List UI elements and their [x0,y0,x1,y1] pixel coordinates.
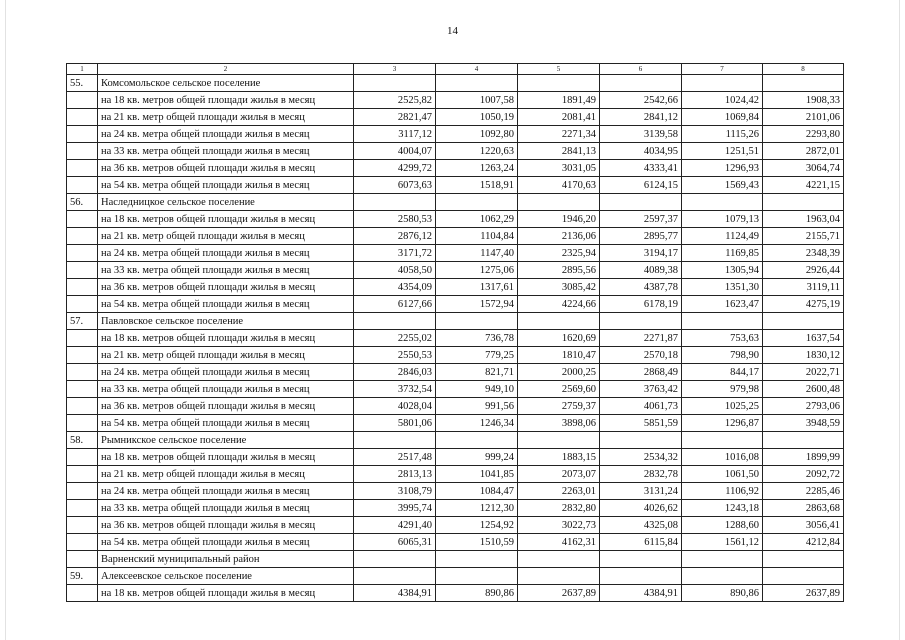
area-label: на 54 кв. метра общей площади жилья в месяц [98,415,354,432]
value-col-8: 4221,15 [763,177,844,194]
empty-cell [518,568,600,585]
value-col-8: 1963,04 [763,211,844,228]
value-col-3: 2580,53 [354,211,436,228]
value-col-6: 6124,15 [600,177,682,194]
value-col-8: 2348,39 [763,245,844,262]
area-label: на 18 кв. метров общей площади жилья в месяц [98,211,354,228]
data-row [67,347,844,364]
section-number: 56. [67,194,98,211]
empty-cell [600,432,682,449]
data-row [67,398,844,415]
empty-cell [354,313,436,330]
area-label: на 18 кв. метров общей площади жилья в месяц [98,330,354,347]
value-col-6: 4089,38 [600,262,682,279]
value-col-8: 3064,74 [763,160,844,177]
value-col-8: 2293,80 [763,126,844,143]
value-col-4: 991,56 [436,398,518,415]
value-col-8: 2155,71 [763,228,844,245]
value-col-8: 3948,59 [763,415,844,432]
value-col-7: 753,63 [682,330,763,347]
empty-cell [354,568,436,585]
value-col-4: 736,78 [436,330,518,347]
area-label: на 18 кв. метров общей площади жилья в месяц [98,449,354,466]
value-col-8: 2101,06 [763,109,844,126]
value-col-3: 4291,40 [354,517,436,534]
value-col-5: 2759,37 [518,398,600,415]
value-col-3: 3732,54 [354,381,436,398]
column-number-4: 4 [436,64,518,75]
value-col-3: 4004,07 [354,143,436,160]
value-col-4: 890,86 [436,585,518,602]
area-label: на 33 кв. метра общей площади жилья в месяц [98,262,354,279]
value-col-7: 1296,93 [682,160,763,177]
empty-cell [354,194,436,211]
value-col-4: 1212,30 [436,500,518,517]
empty-cell [682,568,763,585]
data-row [67,177,844,194]
value-col-3: 2846,03 [354,364,436,381]
empty-number-cell [67,364,98,381]
data-row [67,415,844,432]
empty-cell [518,75,600,92]
value-col-4: 1220,63 [436,143,518,160]
value-col-4: 1062,29 [436,211,518,228]
value-col-3: 4354,09 [354,279,436,296]
data-row [67,143,844,160]
empty-number-cell [67,517,98,534]
data-row [67,279,844,296]
value-col-6: 4061,73 [600,398,682,415]
value-col-7: 1251,51 [682,143,763,160]
section-row [67,551,844,568]
data-row [67,517,844,534]
empty-cell [682,75,763,92]
value-col-4: 1084,47 [436,483,518,500]
data-row [67,483,844,500]
value-col-7: 1025,25 [682,398,763,415]
column-number-1: 1 [67,64,98,75]
empty-cell [354,551,436,568]
area-label: на 21 кв. метр общей площади жилья в месяц [98,109,354,126]
empty-number-cell [67,262,98,279]
value-col-5: 2895,56 [518,262,600,279]
section-number: 57. [67,313,98,330]
value-col-3: 6127,66 [354,296,436,313]
value-col-8: 1908,33 [763,92,844,109]
value-col-7: 1243,18 [682,500,763,517]
empty-number-cell [67,228,98,245]
value-col-3: 2876,12 [354,228,436,245]
value-col-8: 2793,06 [763,398,844,415]
value-col-6: 2895,77 [600,228,682,245]
value-col-5: 2081,41 [518,109,600,126]
value-col-7: 798,90 [682,347,763,364]
value-col-8: 2285,46 [763,483,844,500]
empty-cell [436,568,518,585]
value-col-7: 1288,60 [682,517,763,534]
empty-cell [763,75,844,92]
section-number [67,551,98,568]
value-col-4: 1317,61 [436,279,518,296]
value-col-7: 844,17 [682,364,763,381]
value-col-5: 2136,06 [518,228,600,245]
value-col-8: 1830,12 [763,347,844,364]
empty-cell [518,432,600,449]
empty-number-cell [67,330,98,347]
value-col-3: 2821,47 [354,109,436,126]
value-col-5: 2569,60 [518,381,600,398]
value-col-8: 2022,71 [763,364,844,381]
empty-cell [763,194,844,211]
scan-edge-left [5,0,6,640]
empty-cell [600,568,682,585]
tariff-table [66,63,844,602]
value-col-3: 6065,31 [354,534,436,551]
area-label: на 36 кв. метров общей площади жилья в месяц [98,279,354,296]
value-col-4: 821,71 [436,364,518,381]
data-row [67,126,844,143]
value-col-5: 2271,34 [518,126,600,143]
section-row [67,313,844,330]
value-col-5: 2263,01 [518,483,600,500]
section-number: 55. [67,75,98,92]
area-label: на 33 кв. метра общей площади жилья в месяц [98,500,354,517]
value-col-6: 3194,17 [600,245,682,262]
value-col-4: 1041,85 [436,466,518,483]
data-row [67,330,844,347]
area-label: на 24 кв. метра общей площади жилья в месяц [98,126,354,143]
empty-number-cell [67,449,98,466]
empty-cell [763,568,844,585]
column-number-5: 5 [518,64,600,75]
area-label: на 21 кв. метр общей площади жилья в месяц [98,466,354,483]
value-col-6: 4026,62 [600,500,682,517]
section-title: Наследницкое сельское поселение [98,194,354,211]
area-label: на 54 кв. метра общей площади жилья в месяц [98,296,354,313]
value-col-8: 2092,72 [763,466,844,483]
value-col-7: 1016,08 [682,449,763,466]
empty-cell [600,313,682,330]
page-number: 14 [447,25,458,37]
value-col-7: 1024,42 [682,92,763,109]
empty-cell [354,75,436,92]
value-col-5: 1891,49 [518,92,600,109]
empty-cell [600,75,682,92]
section-title: Комсомольское сельское поселение [98,75,354,92]
empty-cell [436,194,518,211]
empty-cell [763,432,844,449]
data-row [67,381,844,398]
value-col-6: 4325,08 [600,517,682,534]
value-col-6: 4384,91 [600,585,682,602]
data-row [67,534,844,551]
column-number-3: 3 [354,64,436,75]
empty-number-cell [67,143,98,160]
empty-cell [682,432,763,449]
value-col-6: 4387,78 [600,279,682,296]
section-row [67,568,844,585]
area-label: на 18 кв. метров общей площади жилья в месяц [98,585,354,602]
empty-number-cell [67,585,98,602]
value-col-3: 2255,02 [354,330,436,347]
value-col-5: 4162,31 [518,534,600,551]
value-col-6: 4034,95 [600,143,682,160]
value-col-7: 1569,43 [682,177,763,194]
scan-edge-right [899,0,900,640]
area-label: на 33 кв. метра общей площади жилья в месяц [98,143,354,160]
empty-number-cell [67,245,98,262]
empty-number-cell [67,483,98,500]
data-row [67,364,844,381]
empty-cell [682,313,763,330]
empty-number-cell [67,381,98,398]
value-col-4: 1254,92 [436,517,518,534]
value-col-6: 6115,84 [600,534,682,551]
empty-number-cell [67,211,98,228]
value-col-4: 1275,06 [436,262,518,279]
empty-cell [518,313,600,330]
value-col-8: 1899,99 [763,449,844,466]
data-row [67,500,844,517]
data-row [67,466,844,483]
value-col-5: 1810,47 [518,347,600,364]
area-label: на 33 кв. метра общей площади жилья в месяц [98,381,354,398]
value-col-3: 2517,48 [354,449,436,466]
value-col-7: 1561,12 [682,534,763,551]
value-col-3: 4384,91 [354,585,436,602]
data-row [67,585,844,602]
empty-number-cell [67,279,98,296]
empty-number-cell [67,398,98,415]
column-number-6: 6 [600,64,682,75]
empty-number-cell [67,160,98,177]
table-body [67,75,844,602]
value-col-4: 1007,58 [436,92,518,109]
empty-number-cell [67,415,98,432]
value-col-5: 4224,66 [518,296,600,313]
area-label: на 36 кв. метров общей площади жилья в месяц [98,517,354,534]
value-col-5: 2000,25 [518,364,600,381]
value-col-7: 1061,50 [682,466,763,483]
value-col-7: 979,98 [682,381,763,398]
value-col-4: 1263,24 [436,160,518,177]
value-col-3: 2550,53 [354,347,436,364]
value-col-4: 1510,59 [436,534,518,551]
value-col-5: 3022,73 [518,517,600,534]
value-col-5: 2841,13 [518,143,600,160]
empty-number-cell [67,296,98,313]
value-col-8: 1637,54 [763,330,844,347]
value-col-7: 1106,92 [682,483,763,500]
value-col-7: 1351,30 [682,279,763,296]
empty-cell [682,194,763,211]
data-row [67,449,844,466]
value-col-6: 2271,87 [600,330,682,347]
column-number-7: 7 [682,64,763,75]
empty-cell [436,75,518,92]
area-label: на 54 кв. метра общей площади жилья в месяц [98,177,354,194]
value-col-7: 1124,49 [682,228,763,245]
value-col-6: 2832,78 [600,466,682,483]
value-col-8: 2863,68 [763,500,844,517]
value-col-5: 2073,07 [518,466,600,483]
value-col-4: 1518,91 [436,177,518,194]
value-col-7: 1069,84 [682,109,763,126]
value-col-3: 4299,72 [354,160,436,177]
data-row [67,92,844,109]
value-col-7: 1296,87 [682,415,763,432]
empty-cell [518,551,600,568]
value-col-5: 3031,05 [518,160,600,177]
empty-number-cell [67,466,98,483]
value-col-5: 1883,15 [518,449,600,466]
area-label: на 36 кв. метров общей площади жилья в месяц [98,160,354,177]
value-col-6: 2868,49 [600,364,682,381]
empty-number-cell [67,500,98,517]
area-label: на 24 кв. метра общей площади жилья в месяц [98,483,354,500]
value-col-4: 1246,34 [436,415,518,432]
value-col-5: 2832,80 [518,500,600,517]
value-col-4: 1147,40 [436,245,518,262]
value-col-6: 3139,58 [600,126,682,143]
column-number-header [67,64,844,75]
section-number: 58. [67,432,98,449]
value-col-5: 2325,94 [518,245,600,262]
value-col-8: 3119,11 [763,279,844,296]
empty-cell [436,551,518,568]
section-row [67,75,844,92]
value-col-5: 1946,20 [518,211,600,228]
empty-number-cell [67,347,98,364]
area-label: на 36 кв. метров общей площади жилья в месяц [98,398,354,415]
area-label: на 54 кв. метра общей площади жилья в месяц [98,534,354,551]
area-label: на 24 кв. метра общей площади жилья в месяц [98,245,354,262]
empty-cell [763,551,844,568]
column-number-8: 8 [763,64,844,75]
area-label: на 24 кв. метра общей площади жилья в месяц [98,364,354,381]
empty-cell [600,551,682,568]
data-row [67,296,844,313]
value-col-4: 1092,80 [436,126,518,143]
value-col-8: 2600,48 [763,381,844,398]
empty-cell [354,432,436,449]
value-col-7: 890,86 [682,585,763,602]
value-col-3: 5801,06 [354,415,436,432]
data-row [67,245,844,262]
value-col-8: 2637,89 [763,585,844,602]
column-number-2: 2 [98,64,354,75]
empty-number-cell [67,534,98,551]
section-row [67,194,844,211]
empty-cell [600,194,682,211]
value-col-3: 3171,72 [354,245,436,262]
empty-cell [436,432,518,449]
empty-cell [763,313,844,330]
value-col-6: 6178,19 [600,296,682,313]
header-row [67,64,844,75]
value-col-5: 2637,89 [518,585,600,602]
value-col-5: 3898,06 [518,415,600,432]
value-col-8: 2926,44 [763,262,844,279]
value-col-7: 1115,26 [682,126,763,143]
value-col-7: 1623,47 [682,296,763,313]
value-col-4: 779,25 [436,347,518,364]
value-col-8: 2872,01 [763,143,844,160]
value-col-7: 1169,85 [682,245,763,262]
value-col-3: 4028,04 [354,398,436,415]
value-col-4: 999,24 [436,449,518,466]
empty-number-cell [67,126,98,143]
empty-number-cell [67,177,98,194]
value-col-4: 949,10 [436,381,518,398]
data-row [67,211,844,228]
empty-cell [518,194,600,211]
section-title: Алексеевское сельское поселение [98,568,354,585]
value-col-3: 6073,63 [354,177,436,194]
value-col-7: 1305,94 [682,262,763,279]
data-row [67,109,844,126]
value-col-3: 2813,13 [354,466,436,483]
value-col-3: 3108,79 [354,483,436,500]
value-col-6: 4333,41 [600,160,682,177]
value-col-5: 3085,42 [518,279,600,296]
value-col-6: 2841,12 [600,109,682,126]
value-col-6: 5851,59 [600,415,682,432]
value-col-3: 3117,12 [354,126,436,143]
area-label: на 21 кв. метр общей площади жилья в месяц [98,347,354,364]
value-col-6: 2570,18 [600,347,682,364]
value-col-3: 2525,82 [354,92,436,109]
area-label: на 18 кв. метров общей площади жилья в месяц [98,92,354,109]
value-col-7: 1079,13 [682,211,763,228]
section-title: Павловское сельское поселение [98,313,354,330]
value-col-6: 2542,66 [600,92,682,109]
empty-number-cell [67,109,98,126]
value-col-6: 3763,42 [600,381,682,398]
value-col-6: 3131,24 [600,483,682,500]
value-col-8: 3056,41 [763,517,844,534]
empty-number-cell [67,92,98,109]
empty-cell [436,313,518,330]
value-col-4: 1572,94 [436,296,518,313]
value-col-6: 2534,32 [600,449,682,466]
value-col-4: 1104,84 [436,228,518,245]
value-col-3: 4058,50 [354,262,436,279]
section-title: Варненский муниципальный район [98,551,354,568]
area-label: на 21 кв. метр общей площади жилья в месяц [98,228,354,245]
value-col-4: 1050,19 [436,109,518,126]
value-col-8: 4275,19 [763,296,844,313]
section-number: 59. [67,568,98,585]
data-row [67,160,844,177]
section-title: Рымникское сельское поселение [98,432,354,449]
value-col-8: 4212,84 [763,534,844,551]
section-row [67,432,844,449]
value-col-5: 4170,63 [518,177,600,194]
value-col-3: 3995,74 [354,500,436,517]
data-row [67,262,844,279]
value-col-6: 2597,37 [600,211,682,228]
data-row [67,228,844,245]
empty-cell [682,551,763,568]
value-col-5: 1620,69 [518,330,600,347]
